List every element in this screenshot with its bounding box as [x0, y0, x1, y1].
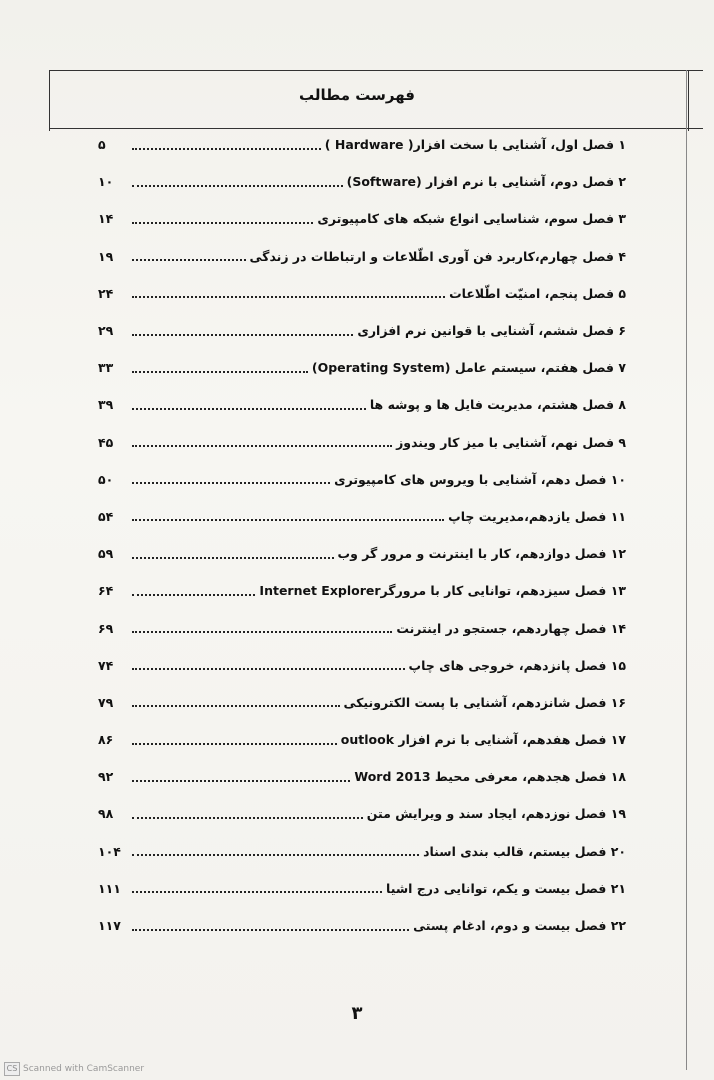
toc-entry-label: ۲ فصل دوم، آشنایی با نرم افزار (Software)	[346, 174, 626, 190]
toc-entry-page: ۶۹	[98, 620, 114, 636]
toc-leader-dots	[132, 705, 340, 707]
toc-entry-label: ۱۷ فصل هفدهم، آشنایی با نرم افزار outlook	[340, 732, 626, 748]
toc-entry-label: ۸ فصل هشتم، مدیریت فایل ها و پوشه ها	[369, 397, 626, 413]
toc-entry	[98, 535, 626, 572]
toc-entry	[98, 424, 626, 461]
toc-entry	[98, 795, 626, 832]
toc-entry-page: ۹۸	[98, 806, 114, 822]
toc-leader-dots	[132, 557, 334, 559]
toc-entry-page: ۷۹	[98, 694, 114, 710]
toc-entry-label: ۴ فصل چهارم،کاربرد فن آوری اطّلاعات و ارتباطات در زندگی	[249, 248, 626, 264]
page-number: ۳	[351, 1003, 363, 1024]
toc-entry	[98, 498, 626, 535]
scanner-watermark	[4, 1062, 144, 1076]
toc-entry-page: ۱۰	[98, 174, 114, 190]
toc-entry-label: ۱۳ فصل سیزدهم، توانایی کار با مرورگرInternet Explorer	[259, 583, 626, 599]
toc-entry-label: ۱۸ فصل هجدهم، معرفی محیط Word 2013	[354, 769, 626, 785]
toc-entry-label: ۱۵ فصل پانزدهم، خروجی های چاپ	[408, 657, 626, 673]
toc-entry-page: ۱۰۴	[98, 843, 121, 859]
toc-leader-dots	[132, 668, 405, 670]
toc-leader-dots	[132, 817, 363, 819]
table-of-contents	[98, 126, 626, 944]
toc-leader-dots	[132, 222, 313, 224]
toc-entry	[98, 461, 626, 498]
toc-leader-dots	[132, 408, 366, 410]
toc-leader-dots	[132, 371, 308, 373]
toc-leader-dots	[132, 854, 419, 856]
toc-leader-dots	[132, 780, 350, 782]
toc-entry-page: ۲۴	[98, 285, 114, 301]
toc-entry	[98, 907, 626, 944]
page-title: فهرست مطالب	[299, 86, 415, 104]
toc-leader-dots	[132, 891, 382, 893]
toc-entry-page: ۳۳	[98, 360, 114, 376]
toc-entry-page: ۸۶	[98, 732, 114, 748]
toc-entry-page: ۳۹	[98, 397, 114, 413]
toc-entry-label: ۷ فصل هفتم، سیستم عامل (Operating System)	[311, 360, 626, 376]
toc-leader-dots	[132, 334, 353, 336]
toc-entry	[98, 126, 626, 163]
toc-entry	[98, 275, 626, 312]
toc-entry-page: ۶۴	[98, 583, 114, 599]
toc-entry	[98, 870, 626, 907]
toc-leader-dots	[132, 743, 337, 745]
toc-leader-dots	[132, 929, 409, 931]
toc-entry-page: ۱۹	[98, 248, 114, 264]
toc-entry-page: ۴۵	[98, 434, 114, 450]
toc-entry-label: ۱ فصل اول، آشنایی با سخت افزار( Hardware )	[324, 137, 626, 153]
toc-entry-page: ۱۴	[98, 211, 114, 227]
toc-entry-page: ۵	[98, 137, 106, 153]
toc-entry	[98, 349, 626, 386]
toc-entry-label: ۱۱ فصل یازدهم،مدیریت چاپ	[448, 508, 626, 524]
toc-entry-page: ۵۹	[98, 546, 114, 562]
toc-entry-page: ۷۴	[98, 657, 114, 673]
toc-entry	[98, 833, 626, 870]
toc-entry	[98, 758, 626, 795]
toc-entry-page: ۹۲	[98, 769, 114, 785]
toc-entry	[98, 572, 626, 609]
toc-leader-dots	[132, 296, 445, 298]
toc-entry-label: ۱۶ فصل شانزدهم، آشنایی با پست الکترونیکی	[343, 694, 626, 710]
toc-entry	[98, 163, 626, 200]
toc-entry-page: ۱۱۷	[98, 918, 121, 934]
toc-entry-label: ۶ فصل ششم، آشنایی با قوانین نرم افزاری	[357, 323, 626, 339]
toc-entry-label: ۳ فصل سوم، شناسایی انواع شبکه های کامپیوتری	[317, 211, 626, 227]
toc-entry-label: ۱۲ فصل دوازدهم، کار با اینترنت و مرور گر وب	[337, 546, 626, 562]
toc-entry-page: ۱۱۱	[98, 880, 121, 896]
toc-entry-label: ۱۴ فصل چهاردهم، جستجو در اینترنت	[396, 620, 626, 636]
toc-entry-label: ۵ فصل پنجم، امنیّت اطّلاعات	[449, 285, 626, 301]
toc-entry-label: ۹ فصل نهم، آشنایی با میز کار ویندوز	[396, 434, 626, 450]
toc-leader-dots	[132, 631, 392, 633]
toc-entry	[98, 647, 626, 684]
toc-entry	[98, 609, 626, 646]
toc-entry-label: ۲۱ فصل بیست و یکم، توانایی درج اشیا	[386, 880, 626, 896]
toc-entry-page: ۲۹	[98, 323, 114, 339]
toc-entry	[98, 684, 626, 721]
toc-leader-dots	[132, 259, 246, 261]
toc-entry-label: ۱۰ فصل دهم، آشنایی با ویروس های کامپیوتری	[334, 471, 626, 487]
toc-entry	[98, 238, 626, 275]
toc-entry	[98, 312, 626, 349]
toc-entry-label: ۲۰ فصل بیستم، قالب بندی اسناد	[423, 843, 626, 859]
frame-right-line	[686, 70, 687, 1070]
toc-entry-page: ۵۰	[98, 471, 114, 487]
toc-entry	[98, 721, 626, 758]
toc-leader-dots	[132, 185, 343, 187]
toc-entry	[98, 200, 626, 237]
watermark-text: Scanned with CamScanner	[23, 1064, 145, 1074]
toc-entry-page: ۵۴	[98, 508, 114, 524]
toc-leader-dots	[132, 148, 321, 150]
toc-entry-label: ۱۹ فصل نوزدهم، ایجاد سند و ویرایش متن	[366, 806, 626, 822]
toc-entry	[98, 386, 626, 423]
toc-leader-dots	[132, 594, 255, 596]
camscanner-logo-icon: CS	[4, 1062, 20, 1076]
toc-leader-dots	[132, 519, 444, 521]
toc-leader-dots	[132, 445, 392, 447]
toc-entry-label: ۲۲ فصل بیست و دوم، ادغام پستی	[413, 918, 626, 934]
toc-leader-dots	[132, 482, 330, 484]
